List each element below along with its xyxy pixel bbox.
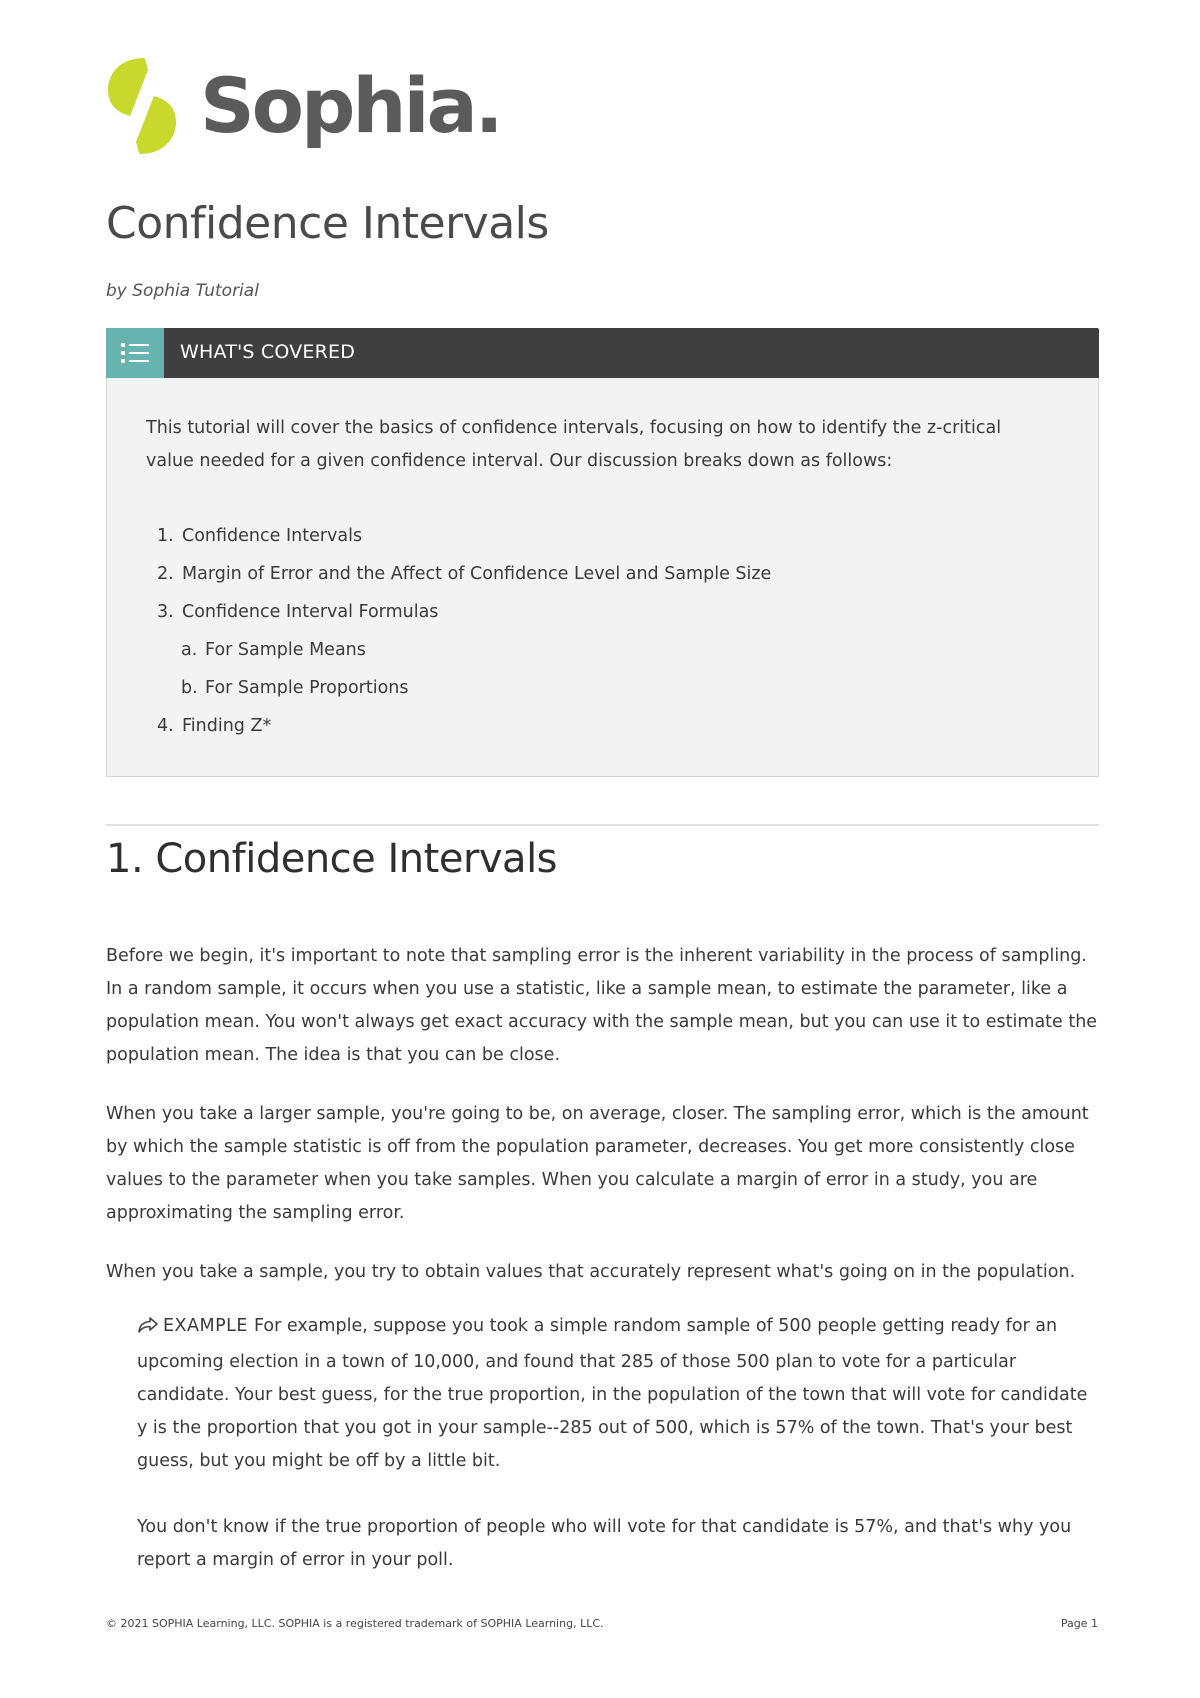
outline-subitem: b. For Sample Proportions [181, 678, 409, 698]
whats-covered-heading: WHAT'S COVERED [180, 341, 356, 363]
example-paragraph [137, 1310, 1102, 1478]
outline-item: 1. Confidence Intervals [157, 526, 363, 546]
example-block [137, 1310, 1102, 1577]
byline: by Sophia Tutorial [106, 281, 259, 301]
sophia-logo-mark-icon [104, 56, 180, 156]
example-text: For example, suppose you took a simple random sample of 500 people getting ready for an upcoming election in a town of 10,000, and found that 285 of those 500 plan to vote for a particular candidate. Your best guess, for the true proportion, in the population of the town that will vote for candidate y is the proportion that you got in your sample--285 out of 500, which is 57% of the town. That's your best guess, but you might be off by a little bit. [137, 1316, 1088, 1471]
body-paragraph: When you take a sample, you try to obtain values that accurately represent what's going on in the population. [106, 1262, 1076, 1282]
covered-outline [157, 517, 771, 745]
section-divider [106, 824, 1099, 826]
sophia-logo-wordmark: Sophia. [200, 61, 501, 150]
list-icon [106, 328, 164, 378]
section-heading: 1. Confidence Intervals [106, 836, 558, 882]
outline-item: 4. Finding Z* [157, 716, 272, 736]
whats-covered-header [106, 328, 1099, 378]
covered-intro: This tutorial will cover the basics of confidence intervals, focusing on how to identify the z-critical value needed for a given confidence interval. Our discussion breaks down as follows: [146, 418, 1002, 471]
share-arrow-icon [137, 1313, 159, 1346]
whats-covered-box [106, 328, 1099, 778]
body-paragraph: Before we begin, it's important to note that sampling error is the inherent variability in the process of sampling. In a random sample, it occurs when you use a statistic, like a sample mean, to estimate the parameter, like a population mean. You won't always get exact accuracy with the sample mean, but you can use it to estimate the population mean. The idea is that you can be close. [106, 946, 1098, 1065]
example-label: EXAMPLE [163, 1316, 248, 1336]
body-paragraph: When you take a larger sample, you're going to be, on average, closer. The sampling error, which is the amount by which the sample statistic is off from the population parameter, decreases. You get more consistently close values to the parameter when you take samples. When you calculate a margin of error in a study, you are approximating the sampling error. [106, 1104, 1089, 1223]
example-paragraph-2: You don't know if the true proportion of people who will vote for that candidate is 57%, and that's why you report a margin of error in your poll. [137, 1517, 1072, 1570]
outline-item: 3. Confidence Interval Formulas [157, 602, 439, 622]
footer-page-number: Page 1 [1060, 1617, 1098, 1630]
outline-item: 2. Margin of Error and the Affect of Confidence Level and Sample Size [157, 564, 772, 584]
page-title: Confidence Intervals [106, 198, 549, 249]
outline-subitem: a. For Sample Means [181, 640, 366, 660]
sophia-logo [104, 56, 501, 156]
footer-copyright: © 2021 SOPHIA Learning, LLC. SOPHIA is a registered trademark of SOPHIA Learning, LLC. [106, 1617, 604, 1630]
whats-covered-body [106, 378, 1099, 777]
